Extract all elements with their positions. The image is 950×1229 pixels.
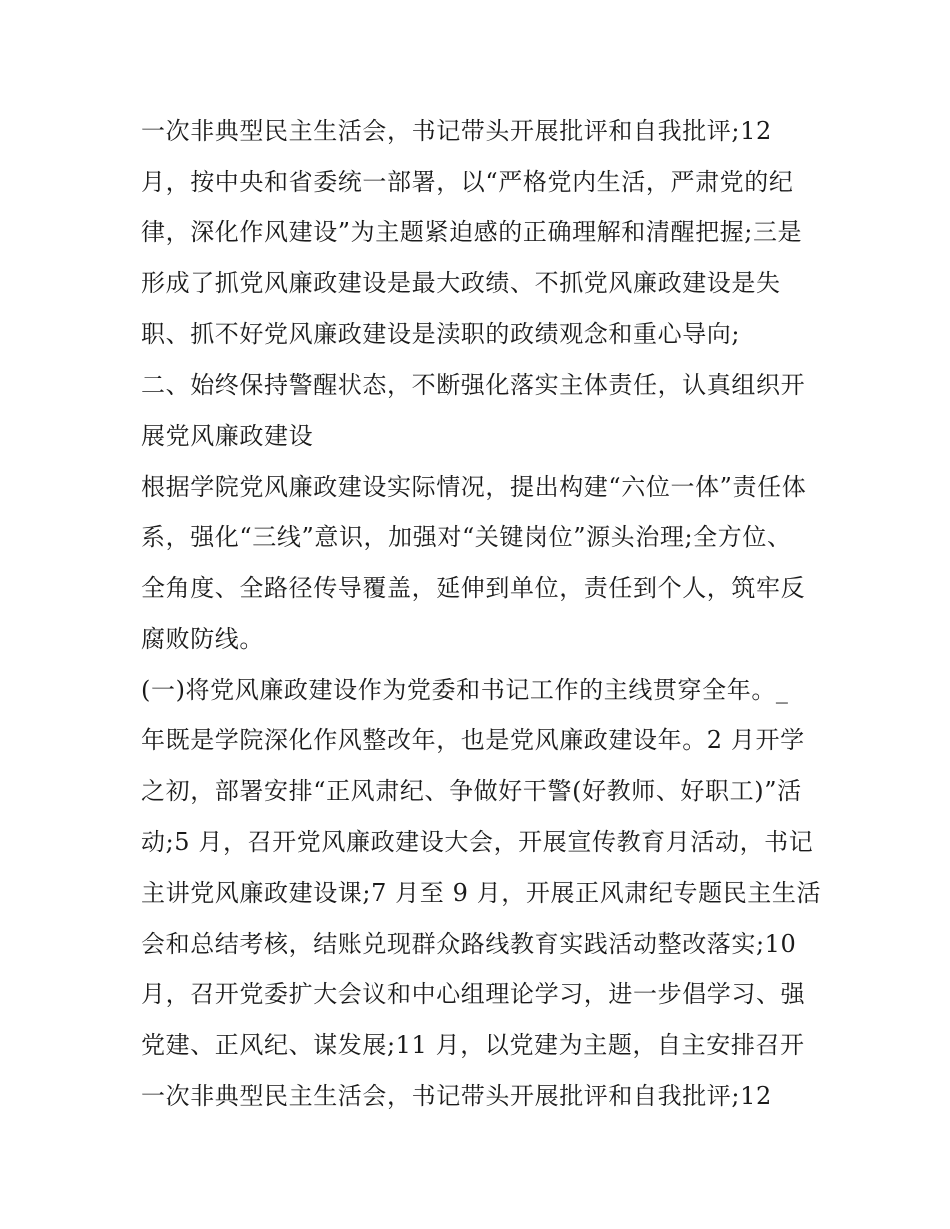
text-line: 月，按中央和省委统一部署，以“严格党内生活，严肃党的纪 <box>141 168 794 196</box>
text-line: 律，深化作风建设”为主题紧迫感的正确理解和清醒把握;三是 <box>141 218 803 246</box>
text-line: 之初，部署安排“正风肃纪、争做好干警(好教师、好职工)”活 <box>141 777 802 805</box>
text-line: 会和总结考核，结账兑现群众路线教育实践活动整改落实;10 <box>141 930 797 958</box>
text-line: 职、抓不好党风廉政建设是渎职的政绩观念和重心导向; <box>141 320 741 348</box>
subsection-heading: (一)将党风廉政建设作为党委和书记工作的主线贯穿全年。_ <box>141 676 789 704</box>
text-line: 月，召开党委扩大会议和中心组理论学习，进一步倡学习、强 <box>141 980 806 1008</box>
text-line: 年既是学院深化作风整改年，也是党风廉政建设年。2 月开学 <box>141 726 805 754</box>
text-line: 主讲党风廉政建设课;7 月至 9 月，开展正风肃纪专题民主生活 <box>141 879 822 907</box>
text-line: 根据学院党风廉政建设实际情况，提出构建“六位一体”责任体 <box>141 473 807 501</box>
text-line: 动;5 月，召开党风廉政建设大会，开展宣传教育月活动，书记 <box>141 828 814 856</box>
text-line: 形成了抓党风廉政建设是最大政绩、不抓党风廉政建设是失 <box>141 269 781 297</box>
text-line: 一次非典型民主生活会，书记带头开展批评和自我批评;12 <box>141 117 772 145</box>
text-line: 腐败防线。 <box>141 625 264 653</box>
section-heading: 二、始终保持警醒状态，不断强化落实主体责任，认真组织开 <box>141 371 806 399</box>
section-heading: 展党风廉政建设 <box>141 422 314 450</box>
text-line: 系，强化“三线”意识，加强对“关键岗位”源头治理;全方位、 <box>141 523 792 551</box>
text-line: 一次非典型民主生活会，书记带头开展批评和自我批评;12 <box>141 1082 772 1110</box>
text-line: 党建、正风纪、谋发展;11 月，以党建为主题，自主安排召开 <box>141 1031 805 1059</box>
text-line: 全角度、全路径传导覆盖，延伸到单位，责任到个人，筑牢反 <box>141 574 806 602</box>
